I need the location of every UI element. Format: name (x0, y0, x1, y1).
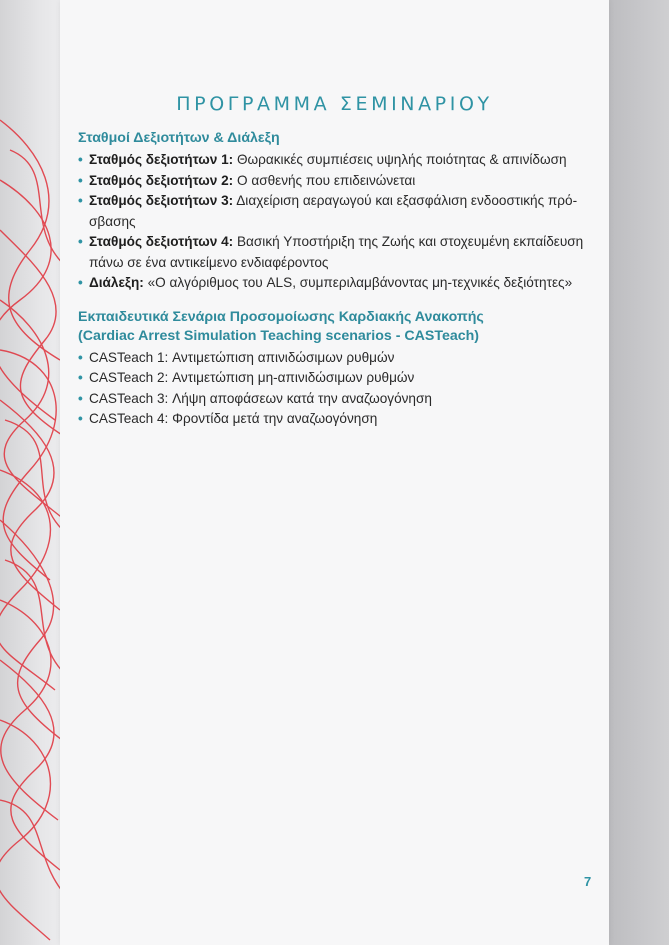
list-item (78, 150, 598, 171)
page-title: ΠΡΟΓΡΑΜΜΑ ΣΕΜΙΝΑΡΙΟΥ (176, 93, 493, 115)
section1-heading: Σταθμοί Δεξιοτήτων & Διάλεξη (78, 130, 280, 146)
item-text: Θωρακικές συμπιέσεις υψηλής ποιότητας & απινίδωση (233, 152, 567, 167)
section2-heading-line1: Εκπαιδευτικά Σενάρια Προσομοίωσης Καρδιακής Ανακοπής (78, 308, 484, 325)
page-number: 7 (584, 874, 592, 889)
bullet: • (78, 172, 83, 188)
item-label: Σταθμός δεξιοτήτων 3: (89, 193, 234, 208)
item-text: Βασική Υποστήριξη της Ζωής και στοχευμένη εκπαίδευση (233, 234, 584, 249)
item-label: Σταθμός δεξιοτήτων 1: (89, 152, 234, 167)
document-page (60, 0, 609, 945)
list-item (78, 232, 598, 273)
section2-list (78, 348, 598, 430)
list-item (78, 409, 598, 430)
list-item (78, 191, 598, 232)
bullet: • (78, 411, 83, 426)
item-label: Σταθμός δεξιοτήτων 2: (89, 172, 234, 188)
right-margin-band (609, 0, 669, 945)
list-item (78, 348, 598, 369)
item-label: Σταθμός δεξιοτήτων 4: (89, 234, 234, 249)
bullet: • (78, 275, 83, 290)
item-text: CASTeach 1: Αντιμετώπιση απινιδώσιμων ρυθμών (89, 349, 395, 365)
item-text-continued: πάνω σε ένα αντικείμενο ενδιαφέροντος (89, 254, 329, 270)
list-item (78, 368, 598, 389)
bullet: • (78, 370, 83, 385)
section1-list (78, 150, 598, 294)
list-item (78, 389, 598, 410)
bullet: • (78, 349, 83, 365)
item-label: Διάλεξη: (89, 275, 144, 290)
list-item (78, 171, 598, 192)
item-text: Διαχείριση αεραγωγού και εξασφάλιση ενδοοστικής πρό- (233, 193, 578, 208)
item-text: CASTeach 4: Φροντίδα μετά την αναζωογόνηση (89, 411, 378, 426)
section2-heading-line2: (Cardiac Arrest Simulation Teaching scenarios - CASTeach) (78, 327, 480, 344)
bullet: • (78, 193, 83, 208)
item-text: CASTeach 3: Λήψη αποφάσεων κατά την αναζωογόνηση (89, 390, 432, 406)
bullet: • (78, 234, 83, 249)
item-text-continued: σβασης (89, 213, 136, 229)
bullet: • (78, 152, 83, 167)
item-text: «Ο αλγόριθμος του ALS, συμπεριλαμβάνοντας μη-τεχνικές δεξιότητες» (143, 275, 573, 290)
bullet: • (78, 390, 83, 406)
section2-heading (78, 308, 598, 346)
content (78, 129, 598, 430)
item-text: CASTeach 2: Αντιμετώπιση μη-απινιδώσιμων ρυθμών (89, 370, 415, 385)
item-text: Ο ασθενής που επιδεινώνεται (233, 172, 416, 188)
list-item (78, 273, 598, 294)
